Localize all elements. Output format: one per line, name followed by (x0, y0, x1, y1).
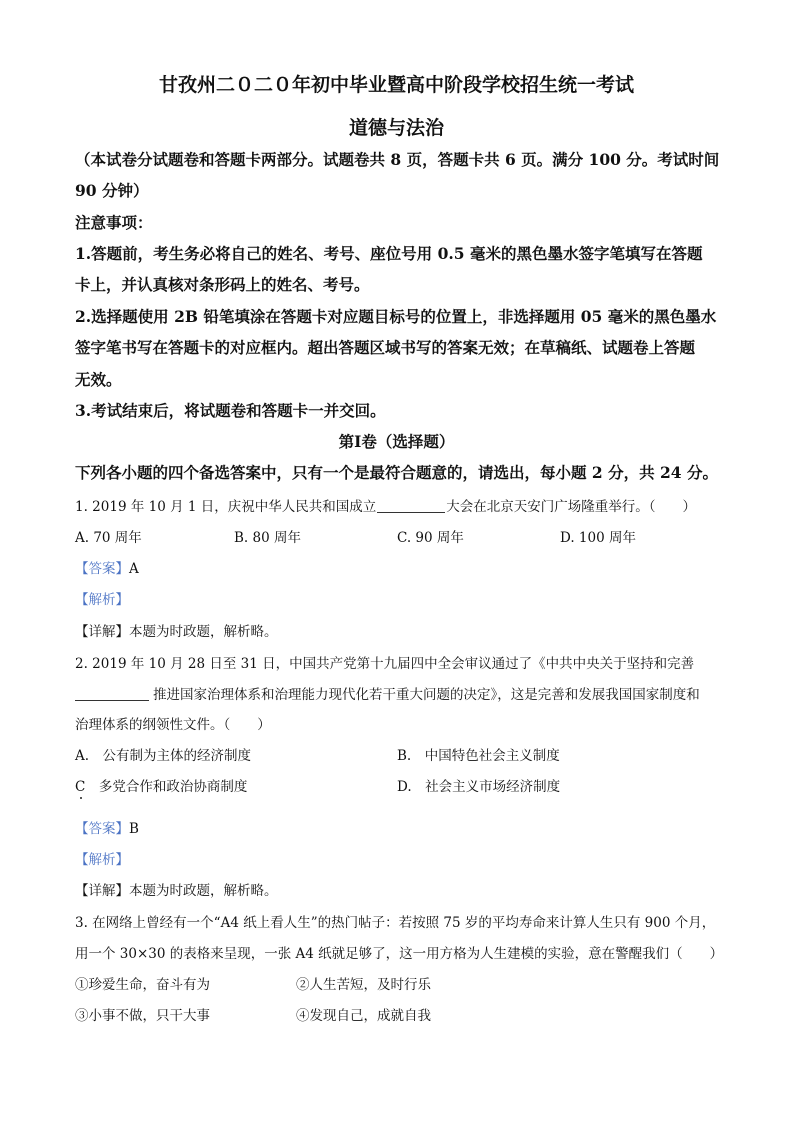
q1-option-c: C. 90 周年 (397, 530, 464, 546)
q1-option-b: B. 80 周年 (234, 530, 301, 546)
q1-option-d: D. 100 周年 (560, 530, 636, 546)
exam-title: 甘孜州二０二０年初中毕业暨高中阶段学校招生统一考试 (158, 74, 634, 96)
q2-answer (75, 817, 139, 837)
q3-option-3: ③小事不做，只干大事 (75, 1008, 210, 1024)
notice-heading: 注意事项： (75, 213, 153, 232)
q1-answer (75, 557, 139, 577)
notice-2-line-3: 无效。 (75, 370, 122, 389)
intro-line-2: 90 分钟） (75, 181, 149, 200)
q1-detail (75, 620, 278, 640)
q3-option-1: ①珍爱生命，奋斗有为 (75, 977, 210, 993)
q2-option-d: D. 社会主义市场经济制度 (397, 779, 561, 795)
q3-option-4: ④发现自己，成就自我 (296, 1008, 431, 1024)
q2-answer-label: 【答案】 (75, 821, 129, 837)
section-heading: 第Ⅰ卷（选择题） (338, 432, 455, 451)
q1-blank (377, 511, 445, 513)
stray-dot (80, 797, 82, 799)
subject-title: 道德与法治 (348, 117, 444, 139)
notice-2-line-2: 签字笔书写在答题卡的对应框内。超出答题区域书写的答案无效；在草稿纸、试题卷上答题 (75, 338, 696, 357)
q1-stem-b: 大会在北京天安门广场隆重举行。（ ） (446, 499, 697, 515)
q2-analysis-label: 【解析】 (75, 852, 129, 868)
q3-stem-line-2: 用一个 30×30 的表格来呈现，一张 A4 纸就足够了，这一用方格为人生建模的实验，意在警醒我们（ ） (75, 946, 724, 962)
q1-detail-text: 本题为时政题，解析略。 (129, 624, 278, 640)
q2-detail-label: 【详解】 (75, 883, 129, 899)
q3-option-2: ②人生苦短，及时行乐 (296, 977, 431, 993)
intro-line-1: （本试卷分试题卷和答题卡两部分。试题卷共 8 页，答题卡共 6 页。满分 100 分。考试时间 (75, 150, 720, 169)
q1-analysis-label: 【解析】 (75, 592, 129, 608)
q2-stem-line-2 (75, 683, 700, 703)
q2-stem-line-1: 2. 2019 年 10 月 28 日至 31 日，中国共产党第十九届四中全会审议通过了《中共中央关于坚持和完善 (75, 656, 695, 672)
q2-stem-line-3: 治理体系的纲领性文件。（ ） (75, 717, 271, 733)
q3-stem-line-1: 3. 在网络上曾经有一个“A4 纸上看人生”的热门帖子：若按照 75 岁的平均寿命来计算人生只有 900 个月， (75, 915, 716, 931)
q1-stem (75, 495, 696, 515)
notice-3: 3.考试结束后，将试题卷和答题卡一并交回。 (75, 401, 386, 420)
q2-option-b: B. 中国特色社会主义制度 (397, 748, 560, 764)
q1-answer-label: 【答案】 (75, 561, 129, 577)
q1-option-a: A. 70 周年 (75, 530, 142, 546)
q2-blank (75, 699, 149, 701)
q1-detail-label: 【详解】 (75, 624, 129, 640)
notice-1-line-1: 1.答题前，考生务必将自己的姓名、考号、座位号用 0.5 毫米的黑色墨水签字笔填写在答题 (75, 244, 703, 263)
notice-1-line-2: 卡上，并认真核对条形码上的姓名、考号。 (75, 275, 370, 294)
q2-detail-text: 本题为时政题，解析略。 (129, 883, 278, 899)
q2-stem-line-2-text: 推进国家治理体系和治理能力现代化若干重大问题的决定》，这是完善和发展我国国家制度和 (153, 687, 700, 703)
notice-2-line-1: 2.选择题使用 2B 铅笔填涂在答题卡对应题目标号的位置上，非选择题用 05 毫米的黑色墨水 (75, 307, 717, 326)
q1-stem-a: 1. 2019 年 10 月 1 日，庆祝中华人民共和国成立 (75, 499, 377, 515)
q2-answer-value: B (129, 821, 139, 837)
q2-detail (75, 879, 278, 899)
q1-answer-value: A (129, 561, 139, 577)
q2-option-a: A. 公有制为主体的经济制度 (75, 748, 252, 764)
q2-option-c: C 多党合作和政治协商制度 (75, 779, 248, 795)
section-instruction: 下列各小题的四个备选答案中，只有一个是最符合题意的，请选出，每小题 2 分，共 24 分。 (75, 463, 718, 482)
